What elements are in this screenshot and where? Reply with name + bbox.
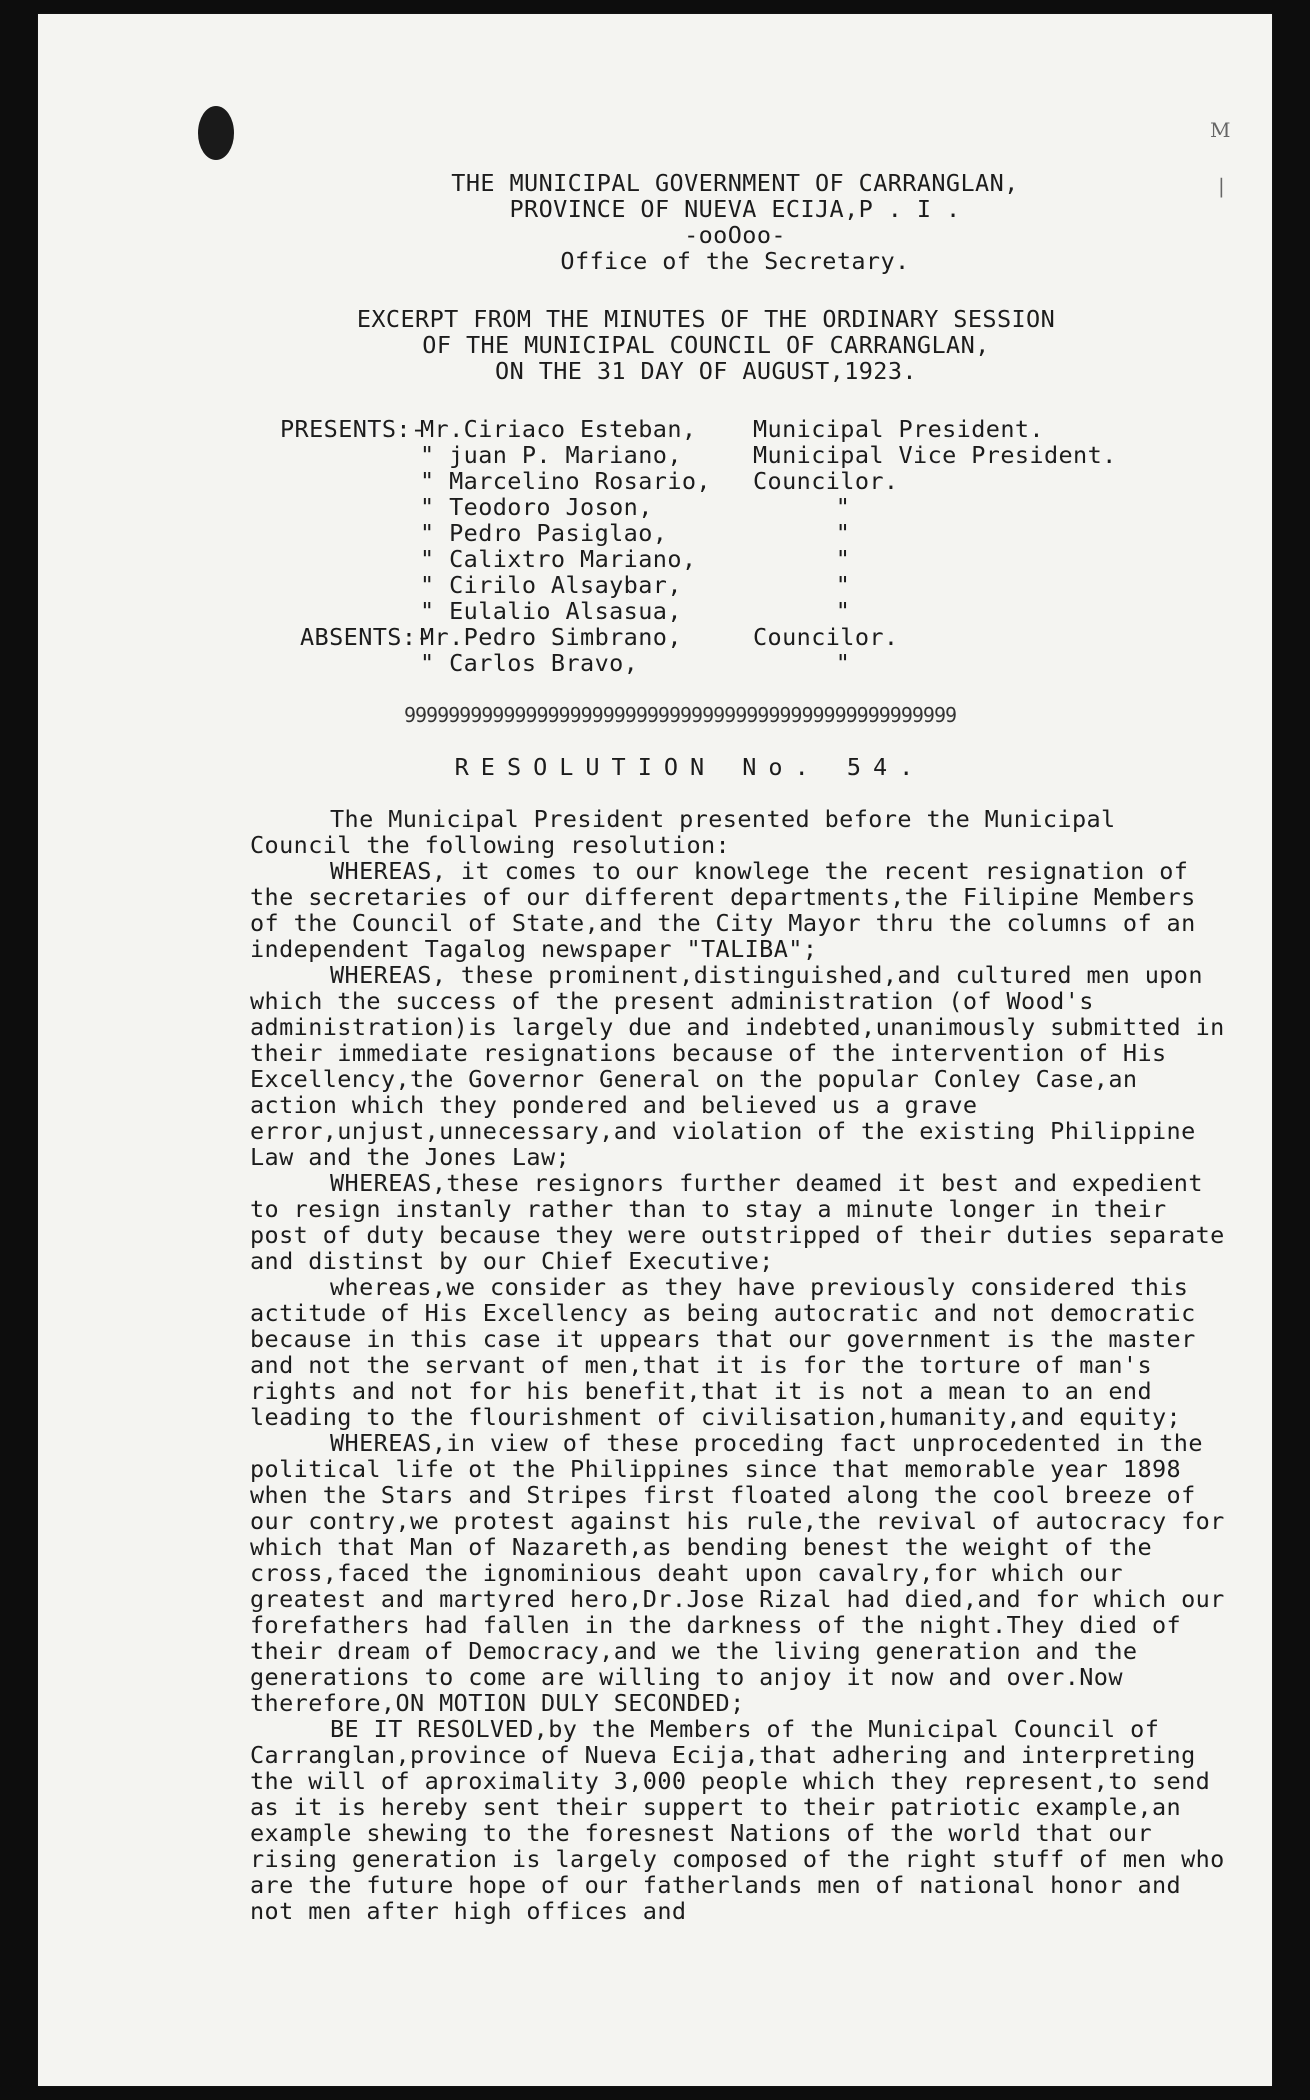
- excerpt-line-3: ON THE 31 DAY OF AUGUST,1923.: [495, 357, 917, 385]
- attendee-name: " Marcelino Rosario,: [420, 467, 711, 495]
- attendee-title: Municipal Vice President.: [753, 441, 1117, 469]
- resolution-paragraph: whereas,we consider as they have previously considered this actitude of His Excellency as being autocratic and not democratic because in this case it uppears that our government is the master and not the servant of men,that it is for the torture of man's rights and not for his benefit,that it is not a mean to an end leading to the flourishment of civilisation,humanity,and equity;: [250, 1273, 1196, 1431]
- attendee-name: Mr.Pedro Simbrano,: [420, 623, 682, 651]
- attendee-row: [250, 520, 1250, 546]
- absents-label: ABSENTS:-: [300, 623, 431, 651]
- resolution-paragraph: WHEREAS, these prominent,distinguished,and cultured men upon which the success of the present administration (of Wood's administration)is largely due and indebted,unanimously submitted in their immediate resignations because of the intervention of His Excellency,the Governor General on the popular Conley Case,an action which they pondered and believed us a grave error,unjust,unnecessary,and violation of the existing Philippine Law and the Jones Law;: [250, 961, 1225, 1171]
- attendee-row: [250, 572, 1250, 598]
- attendee-title: ": [835, 649, 851, 677]
- excerpt-heading: [250, 306, 1106, 384]
- attendee-title: ": [835, 493, 851, 521]
- resolution-body: [250, 806, 1230, 1924]
- letterhead: [250, 170, 1115, 274]
- divider-line: 99999999999999999999999999999999999999999999999999: [403, 703, 957, 727]
- attendee-row: [250, 650, 1250, 676]
- excerpt-line-2: OF THE MUNICIPAL COUNCIL OF CARRANGLAN,: [422, 331, 990, 359]
- document-page: [38, 14, 1272, 2086]
- letterhead-line-1: THE MUNICIPAL GOVERNMENT OF CARRANGLAN,: [451, 169, 1019, 197]
- resolution-paragraph: BE IT RESOLVED,by the Members of the Municipal Council of Carranglan,province of Nueva Ecija,that adhering and interpreting the will of aproximality 3,000 people which they represent,to send as it is hereby sent their suppert to their patriotic example,an example shewing to the foresnest Nations of the world that our rising generation is largely composed of the right stuff of men who are the future hope of our fatherlands men of national honor and not men after high offices and: [250, 1715, 1225, 1925]
- letterhead-line-4: Office of the Secretary.: [560, 247, 910, 275]
- letterhead-line-2: PROVINCE OF NUEVA ECIJA,P . I .: [509, 195, 961, 223]
- letterhead-line-3: -ooOoo-: [684, 221, 786, 249]
- attendee-name: Mr.Ciriaco Esteban,: [420, 415, 697, 443]
- document-text: [250, 170, 1250, 1924]
- presents-list: [250, 416, 1250, 624]
- presents-label: PRESENTS:-: [280, 415, 426, 443]
- attendee-name: " juan P. Mariano,: [420, 441, 682, 469]
- resolution-title: RESOLUTION No. 54.: [454, 753, 926, 781]
- attendee-title: ": [835, 519, 851, 547]
- attendee-title: ": [835, 545, 851, 573]
- attendee-name: " Eulalio Alsasua,: [420, 597, 682, 625]
- margin-mark-bar: |: [1218, 174, 1225, 198]
- attendee-name: " Carlos Bravo,: [420, 649, 639, 677]
- attendee-row: [250, 598, 1250, 624]
- attendee-title: Municipal President.: [753, 415, 1044, 443]
- attendee-row: [250, 468, 1250, 494]
- attendee-title: ": [835, 571, 851, 599]
- attendee-name: " Calixtro Mariano,: [420, 545, 697, 573]
- attendee-title: Councilor.: [753, 467, 899, 495]
- attendee-name: " Cirilo Alsaybar,: [420, 571, 682, 599]
- attendee-row: [250, 494, 1250, 520]
- margin-mark-m: M: [1210, 118, 1231, 142]
- excerpt-line-1: EXCERPT FROM THE MINUTES OF THE ORDINARY SESSION: [356, 305, 1056, 333]
- resolution-paragraph: The Municipal President presented before the Municipal Council the following resolution:: [250, 805, 1116, 859]
- resolution-paragraph: WHEREAS,in view of these proceding fact unprocedented in the political life ot the Philippines since that memorable year 1898 when the Stars and Stripes first floated along the cool breeze of our contry,we protest against his rule,the revival of autocracy for which that Man of Nazareth,as bending benest the weight of the cross,faced the ignominious deaht upon cavalry,for which our greatest and martyred hero,Dr.Jose Rizal had died,and for which our forefathers had fallen in the darkness of the night.They died of their dream of Democracy,and we the living generation and the generations to come are willing to anjoy it now and over.Now therefore,ON MOTION DULY SECONDED;: [250, 1429, 1225, 1717]
- attendee-title: Councilor.: [753, 623, 899, 651]
- attendee-title: ": [835, 597, 851, 625]
- resolution-paragraph: WHEREAS, it comes to our knowlege the recent resignation of the secretaries of our different departments,the Filipine Members of the Council of State,and the City Mayor thru the columns of an independent Tagalog newspaper "TALIBA";: [250, 857, 1196, 963]
- resolution-paragraph: WHEREAS,these resignors further deamed it best and expedient to resign instanly rather than to stay a minute longer in their post of duty because they were outstripped of their duties separate and distinst by our Chief Executive;: [250, 1169, 1225, 1275]
- attendee-name: " Pedro Pasiglao,: [420, 519, 668, 547]
- attendee-row: [250, 442, 1250, 468]
- attendee-name: " Teodoro Joson,: [420, 493, 653, 521]
- attendee-row: [250, 546, 1250, 572]
- punch-hole: [198, 106, 234, 160]
